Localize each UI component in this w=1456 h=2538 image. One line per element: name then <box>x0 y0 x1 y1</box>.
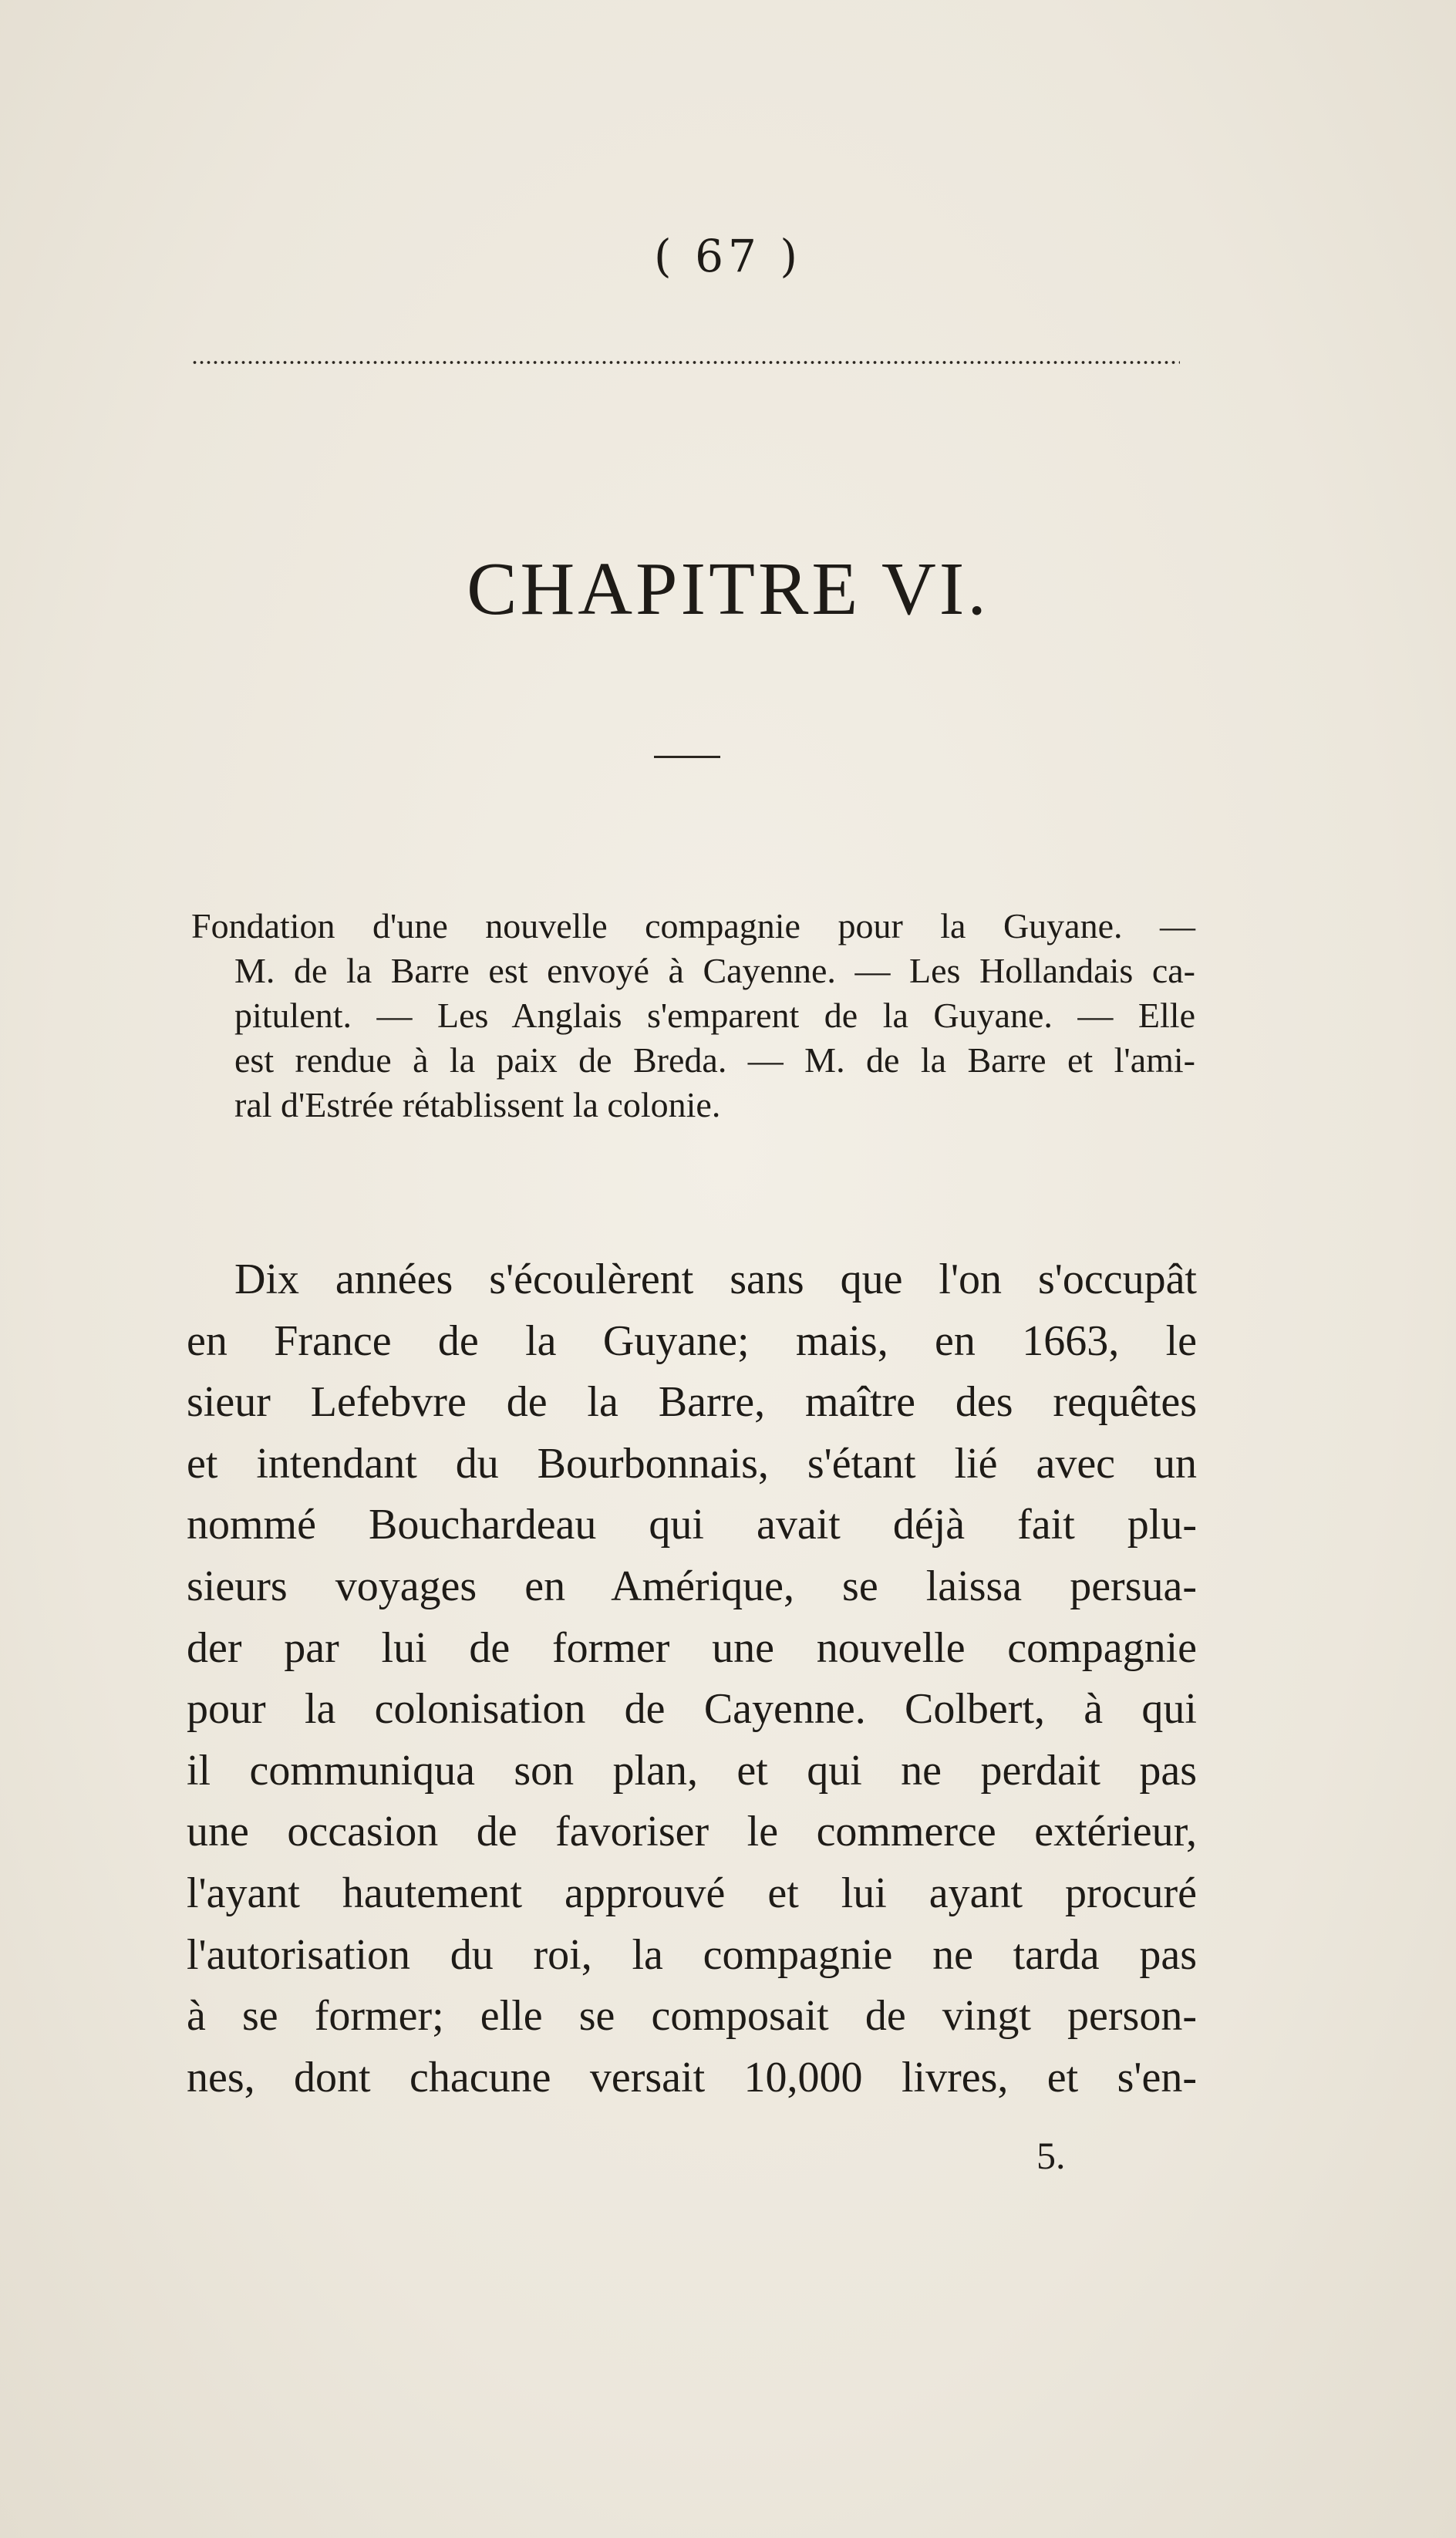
body-paragraph <box>187 1249 1197 2108</box>
body-line: il communiqua son plan, et qui ne perdait pas <box>187 1746 1197 1795</box>
summary-line: M. de la Barre est envoyé à Cayenne. — Les Hollandais ca- <box>234 951 1195 990</box>
chapter-summary <box>191 904 1195 1127</box>
signature-mark: 5. <box>1036 2134 1066 2177</box>
ornamental-rule <box>191 359 1180 366</box>
body-line: et intendant du Bourbonnais, s'étant lié avec un <box>187 1439 1197 1488</box>
summary-line: est rendue à la paix de Breda. — M. de la Barre et l'ami- <box>234 1040 1195 1080</box>
summary-line: ral d'Estrée rétablissent la colonie. <box>234 1085 721 1124</box>
page-number: ( 67 ) <box>654 230 802 282</box>
body-line: nommé Bouchardeau qui avait déjà fait plu- <box>187 1501 1197 1549</box>
title-divider <box>654 756 720 758</box>
body-line: l'autorisation du roi, la compagnie ne tarda pas <box>187 1930 1197 1979</box>
body-line: une occasion de favoriser le commerce extérieur, <box>187 1808 1197 1856</box>
body-line: en France de la Guyane; mais, en 1663, le <box>187 1316 1197 1365</box>
body-line: l'ayant hautement approuvé et lui ayant procuré <box>187 1869 1197 1917</box>
summary-line: Fondation d'une nouvelle compagnie pour la Guyane. — <box>191 906 1195 945</box>
summary-line: pitulent. — Les Anglais s'emparent de la Guyane. — Elle <box>234 996 1195 1035</box>
body-line: à se former; elle se composait de vingt person- <box>187 1992 1197 2041</box>
body-line: der par lui de former une nouvelle compagnie <box>187 1623 1197 1672</box>
body-line: sieur Lefebvre de la Barre, maître des requêtes <box>187 1378 1197 1427</box>
body-line: sieurs voyages en Amérique, se laissa persua- <box>187 1562 1197 1610</box>
body-line: pour la colonisation de Cayenne. Colbert, à qui <box>187 1685 1197 1734</box>
body-line: nes, dont chacune versait 10,000 livres, et s'en- <box>187 2053 1197 2102</box>
chapter-title: CHAPITRE VI. <box>467 548 989 631</box>
body-line: Dix années s'écoulèrent sans que l'on s'occupât <box>234 1256 1197 1303</box>
